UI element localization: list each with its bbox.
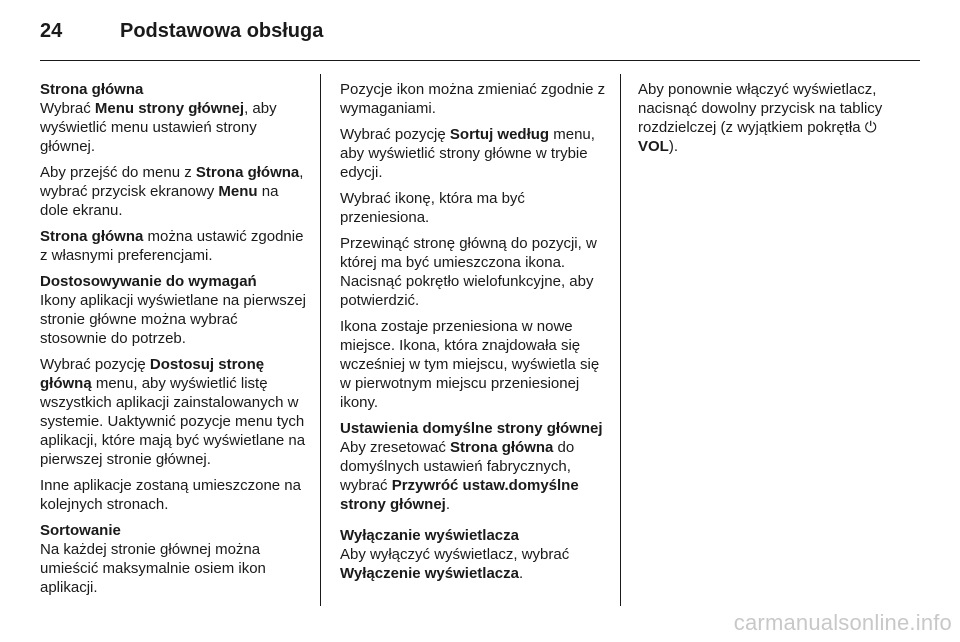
paragraph: Wybrać Menu strony głównej, aby wyświetlić menu ustawień strony głównej. xyxy=(40,100,277,155)
paragraph: Wybrać ikonę, która ma być przeniesiona. xyxy=(340,190,525,226)
paragraph: Ikona zostaje przeniesiona w nowe miejsce. Ikona, która znajdowała się wcześniej w tym miejscu, wyświetla się w pierwotnym miejscu przeniesionej ikony. xyxy=(340,318,600,411)
section-heading-dostosowywanie: Dostosowywanie do wymagań xyxy=(40,273,257,290)
section-heading-wylaczanie: Wyłączanie wyświetlacza xyxy=(340,527,519,544)
paragraph: Przewinąć stronę główną do pozycji, w której ma być umieszczona ikona. Nacisnąć pokrętło wielofunkcyjne, aby potwierdzić. xyxy=(340,235,597,309)
column-3 xyxy=(638,80,910,163)
column-1 xyxy=(40,80,306,604)
paragraph: Strona główna można ustawić zgodnie z własnymi preferencjami. xyxy=(40,228,304,264)
paragraph: Ikony aplikacji wyświetlane na pierwszej stronie główne można wybrać stosownie do potrzeb. xyxy=(40,292,306,347)
column-divider-2 xyxy=(620,74,621,606)
paragraph: Pozycje ikon można zmieniać zgodnie z wymaganiami. xyxy=(340,81,606,117)
section-heading-sortowanie: Sortowanie xyxy=(40,522,121,539)
page-header xyxy=(40,14,920,58)
watermark: carmanualsonline.info xyxy=(733,610,952,635)
paragraph: Aby ponownie włączyć wyświetlacz, nacisnąć dowolny przycisk na tablicy rozdzielczej (z wyjątkiem pokrętła ⏻ VOL). xyxy=(638,81,883,155)
column-divider-1 xyxy=(320,74,321,606)
header-divider xyxy=(40,60,920,61)
paragraph: Wybrać pozycję Sortuj według menu, aby wyświetlić strony główne w trybie edycji. xyxy=(340,126,595,181)
paragraph: Aby wyłączyć wyświetlacz, wybrać Wyłączenie wyświetlacza. xyxy=(340,546,570,582)
section-heading-ustawienia-domyslne: Ustawienia domyślne strony głównej xyxy=(340,420,603,437)
paragraph: Aby zresetować Strona główna do domyślnych ustawień fabrycznych, wybrać Przywróć ustaw.domyślne strony głównej. xyxy=(340,439,579,513)
page-number: 24 xyxy=(40,20,63,42)
paragraph: Inne aplikacje zostaną umieszczone na kolejnych stronach. xyxy=(40,477,301,513)
paragraph: Wybrać pozycję Dostosuj stronę główną menu, aby wyświetlić listę wszystkich aplikacji zainstalowanych w systemie. Uaktywnić pozycje menu tych aplikacji, które mają być wyświetlane na pierwszej stronie głównej. xyxy=(40,356,306,468)
paragraph: Na każdej stronie głównej można umieścić maksymalnie osiem ikon aplikacji. xyxy=(40,541,266,596)
power-icon: ⏻ xyxy=(864,119,877,136)
paragraph: Aby przejść do menu z Strona główna, wybrać przycisk ekranowy Menu na dole ekranu. xyxy=(40,164,304,219)
section-heading-strona-glowna: Strona główna xyxy=(40,81,144,98)
column-2 xyxy=(340,80,606,590)
page-title: Podstawowa obsługa xyxy=(120,20,324,42)
